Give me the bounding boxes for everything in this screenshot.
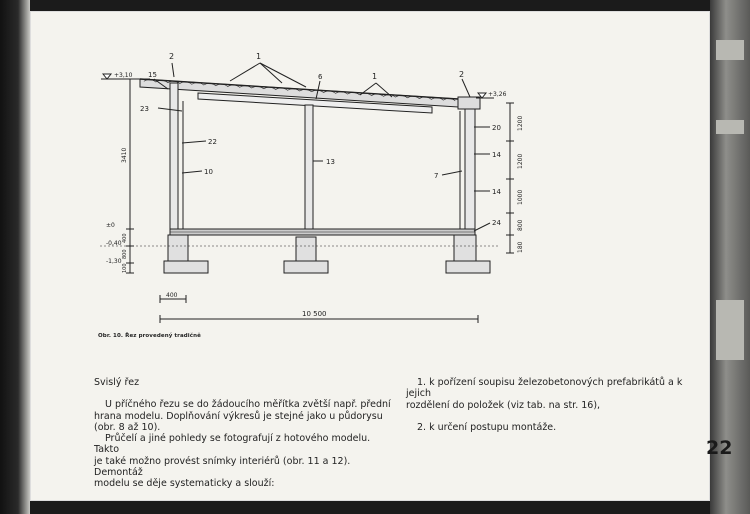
callout-22: 22 [208, 138, 217, 146]
dim-bottom-10500: 10 500 [302, 310, 327, 318]
paragraph-1-line-3: (obr. 8 až 10). [94, 421, 161, 433]
page-number: 22 [706, 437, 733, 459]
dim-right-1000: 1000 [517, 189, 524, 205]
level-minus130: -1,30 [106, 258, 122, 265]
dim-left-800: 800 [122, 249, 128, 259]
callout-24: 24 [492, 219, 501, 227]
callout-23: 23 [140, 105, 149, 113]
figure-caption: Obr. 10. Řez provedený tradičně [98, 333, 201, 339]
left-text-column [94, 377, 394, 490]
paragraph-2-line-2: je také možno provést snímky interiérů (obr. 11 a 12). Demontáž [94, 455, 351, 479]
book-spine-left [0, 0, 30, 514]
right-text-column [406, 377, 706, 433]
level-minus40: -0,40 [106, 240, 122, 247]
dim-bottom-400: 400 [166, 292, 178, 299]
section-drawing [70, 41, 524, 341]
paragraph-2-line-1: Průčelí a jiné pohledy se fotografují z hotového modelu. Takto [94, 433, 371, 456]
callout-2b: 2 [459, 70, 465, 79]
section-heading: Svislý řez [94, 377, 140, 388]
dim-left-400: 400 [122, 233, 128, 243]
dim-left-3410: 3410 [121, 147, 128, 163]
dim-right-1200a: 1200 [517, 115, 524, 131]
list-item-2: 2. k určení postupu montáže. [417, 421, 557, 433]
list-item-1-line-2: rozdělení do položek (viz tab. na str. 16), [406, 399, 601, 411]
callout-15: 15 [148, 71, 157, 79]
dim-right-180: 180 [517, 241, 524, 253]
callout-14b: 14 [492, 188, 501, 196]
paragraph-2-line-3: modelu se děje systematicky a slouží: [94, 478, 275, 490]
level-right-top: +3,26 [488, 91, 507, 98]
callout-1a: 1 [256, 52, 262, 61]
callout-14a: 14 [492, 151, 501, 159]
level-left-top: +3,10 [114, 72, 133, 79]
paragraph-1-line-1: U příčného řezu se do žádoucího měřítka zvětší např. přední [105, 399, 391, 411]
dim-right-800: 800 [517, 219, 524, 231]
dim-left-100: 100 [122, 263, 128, 273]
callout-20: 20 [492, 124, 501, 132]
callout-10: 10 [204, 168, 213, 176]
callout-7: 7 [434, 172, 439, 180]
level-floor: ±0 [106, 222, 115, 229]
callout-13: 13 [326, 158, 335, 166]
paragraph-1-line-2: hrana modelu. Doplňování výkresů je stejné jako u půdorysu [94, 410, 383, 422]
callout-6: 6 [318, 73, 323, 81]
callout-1b: 1 [372, 72, 378, 81]
book-page [30, 11, 733, 501]
list-item-1-line-1: 1. k pořízení soupisu železobetonových prefabrikátů a k jejich [406, 377, 683, 400]
dim-right-1200b: 1200 [517, 153, 524, 169]
callout-2a: 2 [169, 52, 175, 61]
